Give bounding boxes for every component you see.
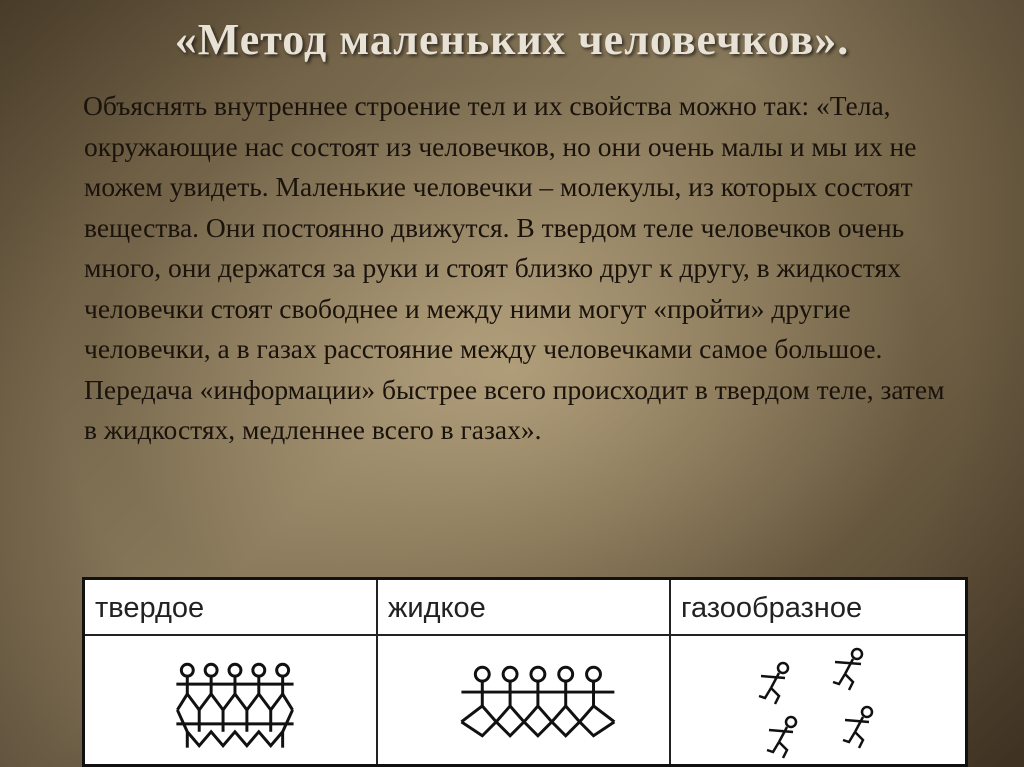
slide-title: «Метод маленьких человечков». bbox=[174, 15, 850, 64]
solid-illustration bbox=[85, 636, 378, 764]
liquid-illustration bbox=[378, 636, 671, 764]
liquid-molecules-drawing bbox=[378, 636, 669, 764]
solid-molecules-drawing bbox=[85, 636, 376, 764]
header-liquid: жидкое bbox=[378, 580, 671, 636]
body-paragraph: Объяснять внутреннее строение тел и их свойства можно так: «Тела, окружающие нас состоят из человечков, но они очень малы и мы их не можем увидеть. Маленькие человечки – молекулы, из которых состоят вещества. Они постоянно движутся. В твердом теле человечков очень много, они держатся за руки и стоят близко друг к другу, в жидкостях человечки стоят свободнее и между ними могут «пройти» другие человечки, а в газах расстояние между человечками самое большое. Передача «информации» быстрее всего происходит в твердом теле, затем в жидкостях, медленнее всего в газах». bbox=[83, 90, 945, 445]
header-solid: твердое bbox=[85, 580, 378, 636]
gas-molecules-drawing bbox=[671, 636, 965, 764]
gas-illustration bbox=[671, 636, 965, 764]
states-table bbox=[82, 577, 968, 767]
header-gas: газообразное bbox=[671, 580, 965, 636]
